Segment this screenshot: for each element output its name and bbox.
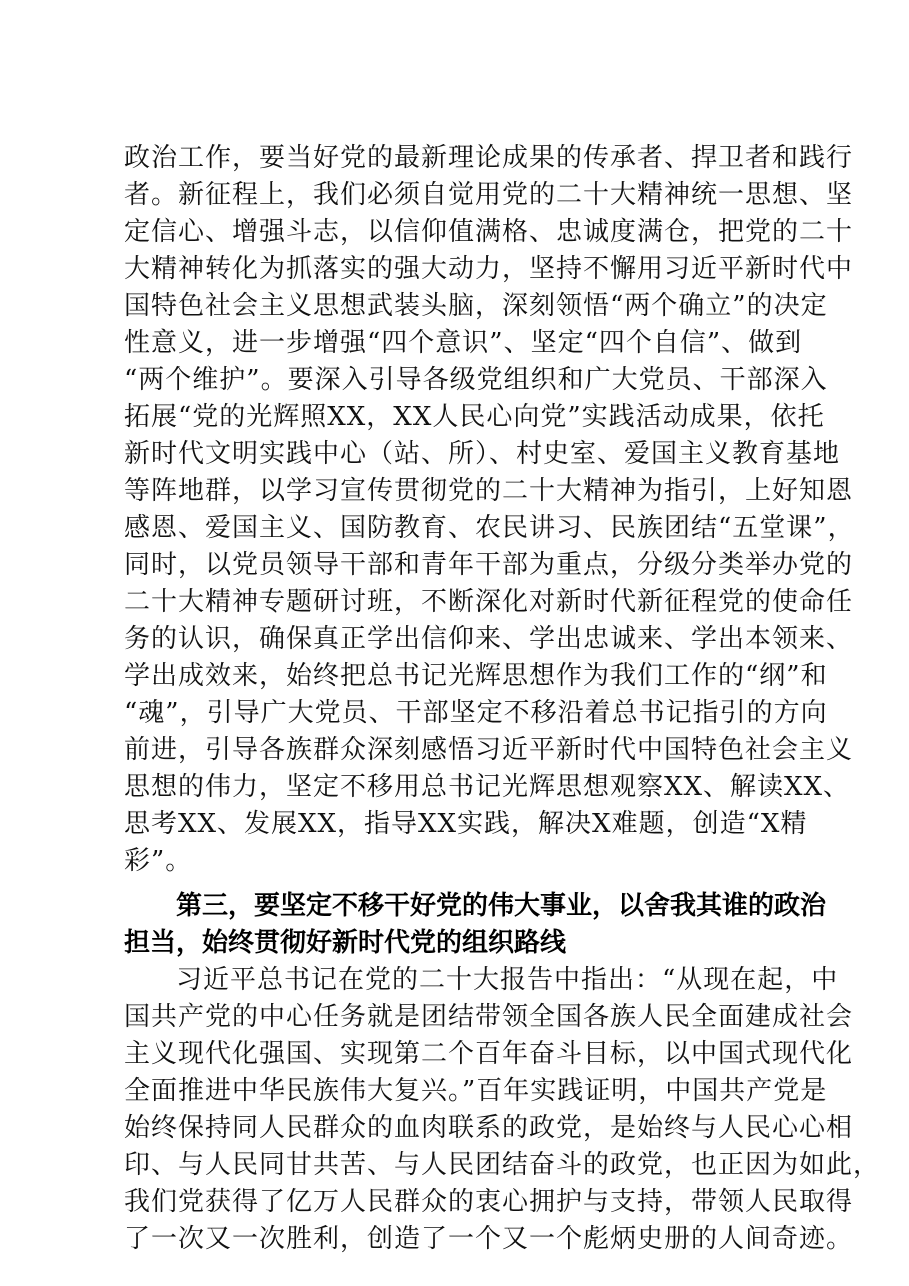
text-line: 新时代文明实践中心（站、所）、村史室、爱国主义教育基地	[124, 439, 841, 469]
text-line: “两个维护”。要深入引导各级党组织和广大党员、干部深入	[124, 365, 828, 395]
text-line: 政治工作，要当好党的最新理论成果的传承者、捍卫者和践行	[124, 143, 854, 173]
heading-line: 担当，始终贯彻好新时代党的组织路线	[124, 928, 567, 958]
text-line: 思考XX、发展XX，指导XX实践，解决X难题，创造“X精	[124, 809, 808, 839]
section-heading	[124, 888, 827, 962]
text-line: 全面推进中华民族伟大复兴。”百年实践证明，中国共产党是	[124, 1076, 828, 1106]
text-line: 思想的伟力，坚定不移用总书记光辉思想观察XX、解读XX、	[124, 772, 851, 802]
text-line: 习近平总书记在党的二十大报告中指出：“从现在起，中	[176, 965, 839, 995]
text-line: 主义现代化强国、实现第二个百年奋斗目标，以中国式现代化	[124, 1039, 854, 1069]
text-line: “魂”，引导广大党员、干部坚定不移沿着总书记指引的方向	[124, 698, 828, 728]
text-line: 等阵地群，以学习宣传贯彻党的二十大精神为指引，上好知恩	[124, 476, 854, 506]
paragraph-continued	[124, 140, 855, 880]
text-line: 者。新征程上，我们必须自觉用党的二十大精神统一思想、坚	[124, 180, 854, 210]
text-line: 拓展“党的光辉照XX，XX人民心向党”实践活动成果，依托	[124, 402, 825, 432]
text-line: 同时，以党员领导干部和青年干部为重点，分级分类举办党的	[124, 550, 854, 580]
text-line: 定信心、增强斗志，以信仰值满格、忠诚度满仓，把党的二十	[124, 217, 854, 247]
text-line: 了一次又一次胜利，创造了一个又一个彪炳史册的人间奇迹。	[124, 1224, 854, 1254]
heading-line: 第三，要坚定不移干好党的伟大事业，以舍我其谁的政治	[176, 891, 827, 921]
text-line: 始终保持同人民群众的血肉联系的政党，是始终与人民心心相	[124, 1113, 854, 1143]
text-line: 学出成效来，始终把总书记光辉思想作为我们工作的“纲”和	[124, 661, 828, 691]
text-line: 国特色社会主义思想武装头脑，深刻领悟“两个确立”的决定	[124, 291, 828, 321]
document-body	[124, 140, 881, 1258]
text-line: 前进，引导各族群众深刻感悟习近平新时代中国特色社会主义	[124, 735, 854, 765]
text-line: 国共产党的中心任务就是团结带领全国各族人民全面建成社会	[124, 1002, 854, 1032]
text-line: 我们党获得了亿万人民群众的衷心拥护与支持，带领人民取得	[124, 1187, 854, 1217]
text-line: 务的认识，确保真正学出信仰来、学出忠诚来、学出本领来、	[124, 624, 854, 654]
text-line: 彩”。	[124, 846, 193, 876]
paragraph	[124, 962, 881, 1258]
text-line: 二十大精神专题研讨班，不断深化对新时代新征程党的使命任	[124, 587, 854, 617]
text-line: 性意义，进一步增强“四个意识”、坚定“四个自信”、做到	[124, 328, 803, 358]
text-line: 大精神转化为抓落实的强大动力，坚持不懈用习近平新时代中	[124, 254, 854, 284]
text-line: 印、与人民同甘共苦、与人民团结奋斗的政党，也正因为如此，	[124, 1150, 881, 1180]
text-line: 感恩、爱国主义、国防教育、农民讲习、民族团结“五堂课”，	[124, 513, 855, 543]
